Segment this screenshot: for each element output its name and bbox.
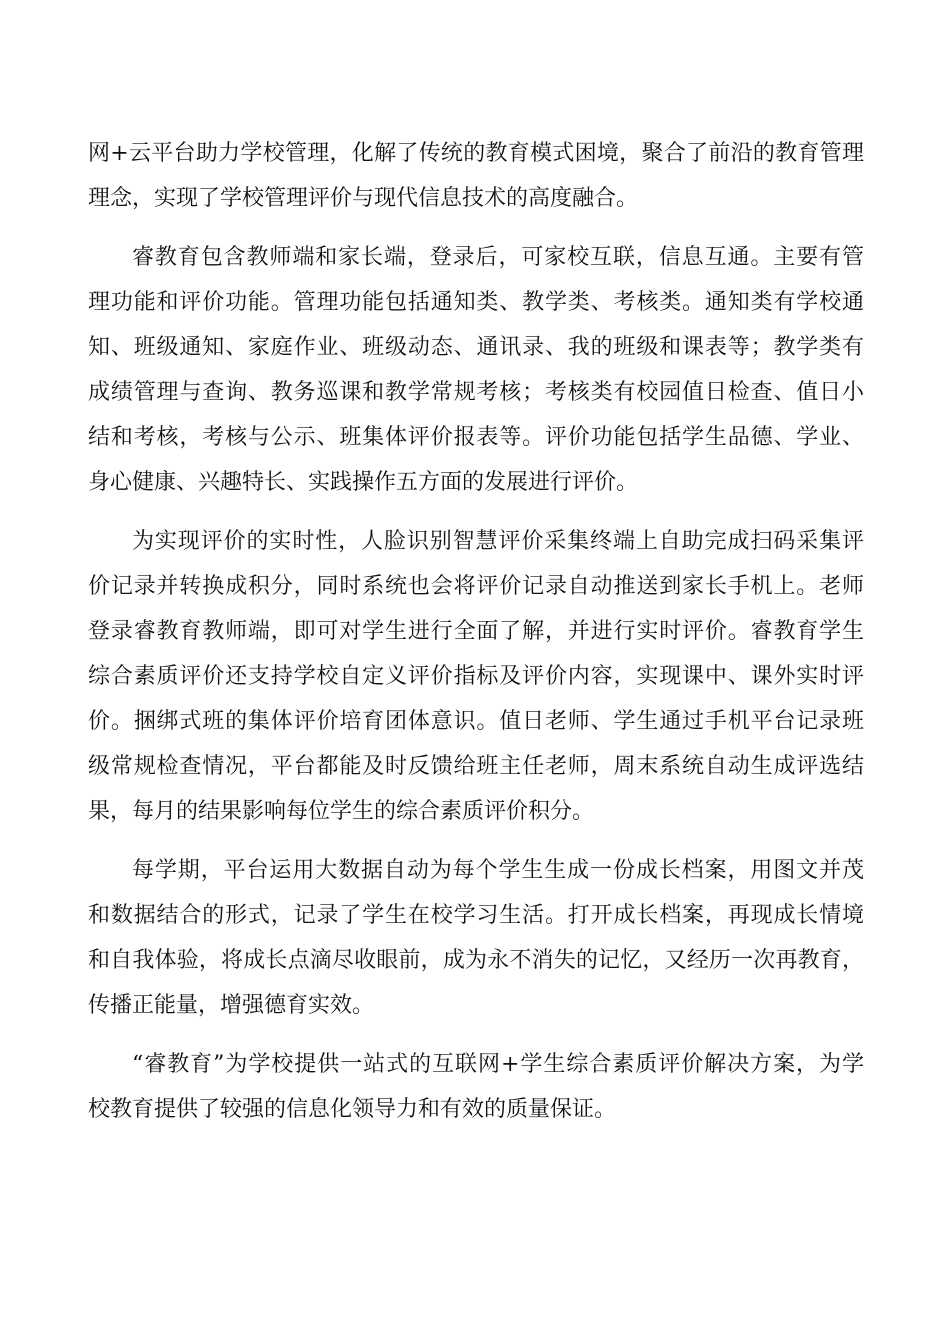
text-line: 果，每月的结果影响每位学生的综合素质评价积分。 xyxy=(88,799,595,824)
text-line: 价。捆绑式班的集体评价培育团体意识。值日老师、学生通过手机平台记录班 xyxy=(88,709,864,734)
paragraph xyxy=(88,519,864,834)
text-line: 校教育提供了较强的信息化领导力和有效的质量保证。 xyxy=(88,1097,617,1122)
text-line: 为实现评价的实时性，人脸识别智慧评价采集终端上自助完成扫码采集评 xyxy=(132,529,864,554)
paragraph xyxy=(88,1042,864,1132)
text-line: 成绩管理与查询、教务巡课和教学常规考核；考核类有校园值日检查、值日小 xyxy=(88,380,864,405)
text-line: 级常规检查情况，平台都能及时反馈给班主任老师，周末系统自动生成评选结 xyxy=(88,754,864,779)
text-line: 传播正能量，增强德育实效。 xyxy=(88,993,375,1018)
text-line: 登录睿教育教师端，即可对学生进行全面了解，并进行实时评价。睿教育学生 xyxy=(88,619,864,644)
text-line: 每学期，平台运用大数据自动为每个学生生成一份成长档案，用图文并茂 xyxy=(132,858,864,883)
text-line: “睿教育”为学校提供一站式的互联网+学生综合素质评价解决方案，为学 xyxy=(132,1052,864,1077)
text-line: 结和考核，考核与公示、班集体评价报表等。评价功能包括学生品德、学业、 xyxy=(88,425,864,450)
paragraph xyxy=(88,235,864,505)
text-line: 价记录并转换成积分，同时系统也会将评价记录自动推送到家长手机上。老师 xyxy=(88,574,864,599)
text-line: 理念，实现了学校管理评价与现代信息技术的高度融合。 xyxy=(88,186,639,211)
document-body xyxy=(88,131,864,1132)
text-line: 和数据结合的形式，记录了学生在校学习生活。打开成长档案，再现成长情境 xyxy=(88,903,864,928)
paragraph xyxy=(88,131,864,221)
paragraph-gap xyxy=(88,1028,864,1042)
text-line: 和自我体验，将成长点滴尽收眼前，成为永不消失的记忆，又经历一次再教育， xyxy=(88,948,864,973)
text-line: 知、班级通知、家庭作业、班级动态、通讯录、我的班级和课表等；教学类有 xyxy=(88,335,864,360)
text-line: 身心健康、兴趣特长、实践操作五方面的发展进行评价。 xyxy=(88,470,639,495)
text-line: 睿教育包含教师端和家长端，登录后，可家校互联，信息互通。主要有管 xyxy=(132,245,864,270)
paragraph-gap xyxy=(88,505,864,519)
text-line: 综合素质评价还支持学校自定义评价指标及评价内容，实现课中、课外实时评 xyxy=(88,664,864,689)
paragraph-gap xyxy=(88,221,864,235)
paragraph-gap xyxy=(88,834,864,848)
text-line: 理功能和评价功能。管理功能包括通知类、教学类、考核类。通知类有学校通 xyxy=(88,290,864,315)
paragraph xyxy=(88,848,864,1028)
text-line: 网+云平台助力学校管理，化解了传统的教育模式困境，聚合了前沿的教育管理 xyxy=(88,141,864,166)
